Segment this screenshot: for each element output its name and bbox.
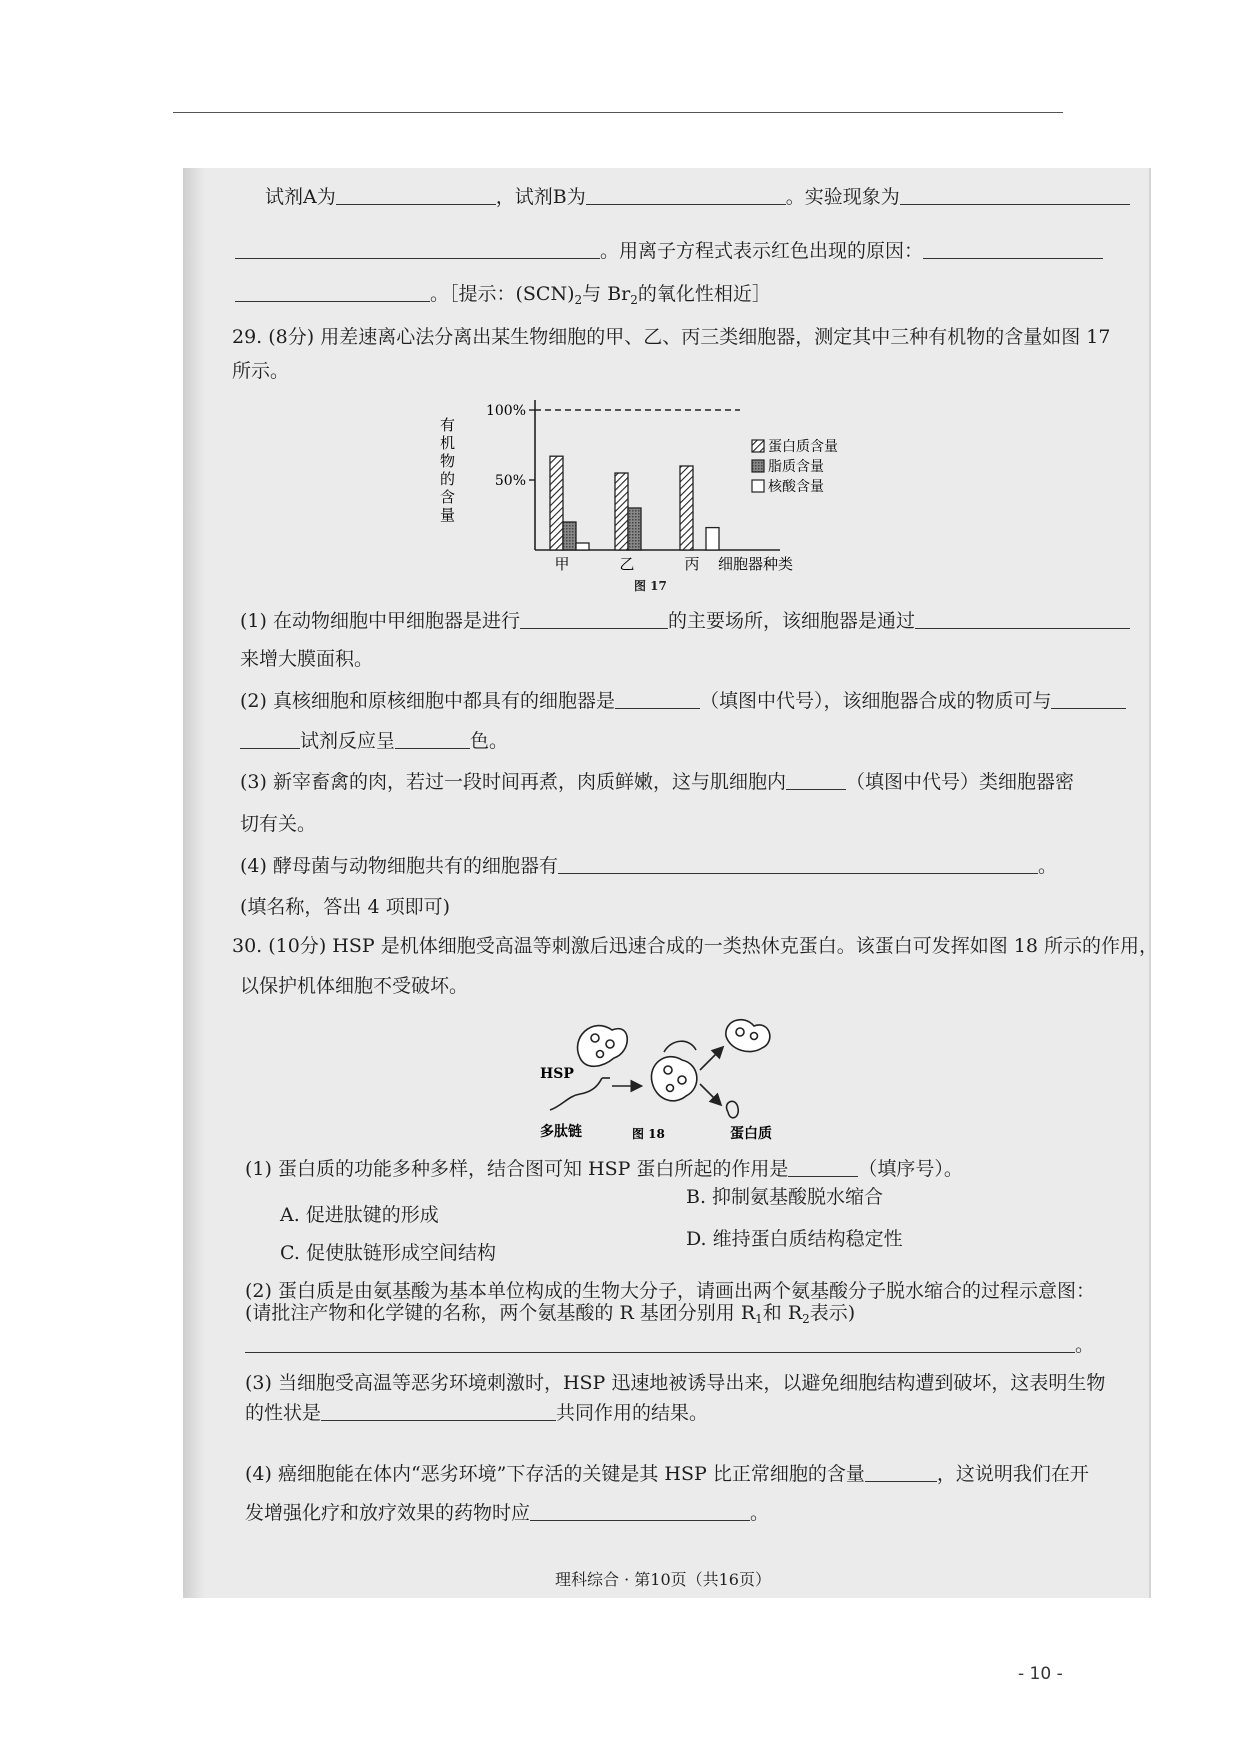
figure-18-diagram	[540, 1008, 800, 1148]
answer-blank[interactable]	[786, 771, 846, 790]
q29-sub2-line2: 试剂反应呈 色。	[240, 730, 508, 753]
page-footer: 理科综合 · 第10页（共16页）	[555, 1570, 771, 1589]
legend-label: 脂质含量	[768, 459, 824, 475]
y-axis-label-char: 物	[440, 452, 456, 470]
answer-blank[interactable]	[586, 186, 786, 205]
bar-0-1	[563, 522, 576, 550]
option-a: A. 促进肽键的形成	[280, 1204, 439, 1226]
figure-17-chart	[440, 396, 860, 574]
q29-sub3-line1: (3) 新宰畜禽的肉，若过一段时间再煮，肉质鲜嫩，这与肌细胞内 （填图中代号）类细胞器密	[240, 771, 1074, 793]
scan-shadow	[183, 168, 205, 1598]
legend-label: 蛋白质含量	[768, 439, 838, 455]
x-axis-label: 细胞器种类	[718, 555, 794, 573]
q30-sub2-answer-line: 。	[245, 1334, 1094, 1357]
q29-stem-line1: 29. (8分) 用差速离心法分离出某生物细胞的甲、乙、丙三类细胞器，测定其中三种有机物的含量如图 17	[232, 326, 1111, 348]
q29-sub3-line2: 切有关。	[240, 813, 317, 835]
answer-blank[interactable]	[235, 240, 600, 259]
answer-blank[interactable]	[321, 1402, 556, 1421]
answer-blank[interactable]	[915, 610, 1130, 629]
bar-0-0	[550, 456, 563, 550]
q30-sub3-line2: 的性状是 共同作用的结果。	[245, 1402, 709, 1424]
bar-2-0	[680, 466, 693, 550]
fig17-caption: 图 17	[634, 579, 667, 593]
y-tick-label: 100%	[485, 403, 526, 419]
answer-blank[interactable]	[336, 186, 496, 205]
option-d: D. 维持蛋白质结构稳定性	[686, 1228, 903, 1250]
answer-blank[interactable]	[520, 610, 668, 629]
bar-1-1	[628, 508, 641, 550]
bar-2-2	[706, 528, 719, 550]
q30-sub3-line1: (3) 当细胞受高温等恶劣环境刺激时，HSP 迅速地被诱导出来，以避免细胞结构遭到破坏，这表明生物	[245, 1372, 1106, 1394]
answer-blank[interactable]	[395, 730, 470, 749]
answer-blank[interactable]	[865, 1463, 937, 1482]
x-category-label: 乙	[619, 555, 635, 573]
q30-stem-line2: 以保护机体细胞不受破坏。	[240, 975, 469, 997]
answer-blank[interactable]	[240, 730, 300, 749]
answer-blank[interactable]	[900, 186, 1130, 205]
peptide-label: 多肽链	[540, 1124, 582, 1140]
answer-blank[interactable]	[788, 1158, 858, 1177]
protein-label: 蛋白质	[730, 1126, 772, 1142]
q30-sub4-line1: (4) 癌细胞能在体内“恶劣环境”下存活的关键是其 HSP 比正常细胞的含量 ，这说明我们在开	[245, 1463, 1089, 1485]
answer-blank[interactable]	[558, 855, 1038, 874]
x-category-label: 甲	[554, 555, 570, 573]
q29-sub4-line2: (填名称，答出 4 项即可)	[240, 896, 450, 918]
q30-sub4-line2: 发增强化疗和放疗效果的药物时应 。	[245, 1502, 770, 1524]
top-rule	[173, 112, 1063, 113]
q28-line1: 试剂A为 ，试剂B为 。实验现象为	[265, 186, 1130, 209]
y-axis-label-char: 量	[440, 506, 456, 524]
answer-blank[interactable]	[245, 1334, 1075, 1353]
q30-stem-line1: 30. (10分) HSP 是机体细胞受高温等刺激后迅速合成的一类热休克蛋白。该蛋白可发挥如图 18 所示的作用，	[232, 935, 1158, 957]
q28-line2: 。用离子方程式表示红色出现的原因：	[235, 240, 1103, 263]
answer-blank[interactable]	[235, 283, 430, 302]
page-number: - 10 -	[1018, 1664, 1063, 1684]
y-axis-label-char: 机	[440, 434, 456, 452]
q30-sub1-line1: (1) 蛋白质的功能多种多样，结合图可知 HSP 蛋白所起的作用是 （填序号）。	[245, 1158, 963, 1180]
q30-sub2-line2: (请批注产物和化学键的名称，两个氨基酸的 R 基团分别用 $R_1$和 $R_2$表示)	[245, 1302, 856, 1326]
y-axis-label-char: 含	[440, 488, 456, 506]
bar-1-0	[615, 473, 628, 550]
hsp-label: HSP	[540, 1066, 574, 1082]
q30-sub2-line1: (2) 蛋白质是由氨基酸为基本单位构成的生物大分子，请画出两个氨基酸分子脱水缩合的过程示意图：	[245, 1280, 1095, 1302]
legend-swatch	[752, 460, 764, 472]
legend-swatch	[752, 480, 764, 492]
q28-line3: 。［提示：$(SCN)_2$与 $Br_2$的氧化性相近］	[235, 283, 771, 307]
q29-sub1-line1: (1) 在动物细胞中甲细胞器是进行 的主要场所，该细胞器是通过	[240, 610, 1130, 633]
q29-stem-line2: 所示。	[232, 360, 290, 382]
y-axis-label-char: 的	[440, 470, 456, 488]
legend-label: 核酸含量	[768, 479, 824, 495]
y-tick-label: 50%	[494, 473, 526, 489]
answer-blank[interactable]	[615, 690, 700, 709]
bar-0-2	[576, 543, 589, 550]
option-c: C. 促使肽链形成空间结构	[280, 1242, 496, 1264]
q29-sub1-line2: 来增大膜面积。	[240, 648, 374, 670]
answer-blank[interactable]	[530, 1502, 750, 1521]
answer-blank[interactable]	[923, 240, 1103, 259]
x-category-label: 丙	[684, 555, 700, 573]
legend-swatch	[752, 440, 764, 452]
y-axis-label-char: 有	[440, 416, 456, 434]
q29-sub2-line1: (2) 真核细胞和原核细胞中都具有的细胞器是 （填图中代号），该细胞器合成的物质可与	[240, 690, 1126, 713]
q29-sub4-line1: (4) 酵母菌与动物细胞共有的细胞器有 。	[240, 855, 1057, 877]
answer-blank[interactable]	[1051, 690, 1126, 709]
fig18-caption: 图 18	[632, 1127, 665, 1141]
option-b: B. 抑制氨基酸脱水缩合	[686, 1186, 884, 1208]
